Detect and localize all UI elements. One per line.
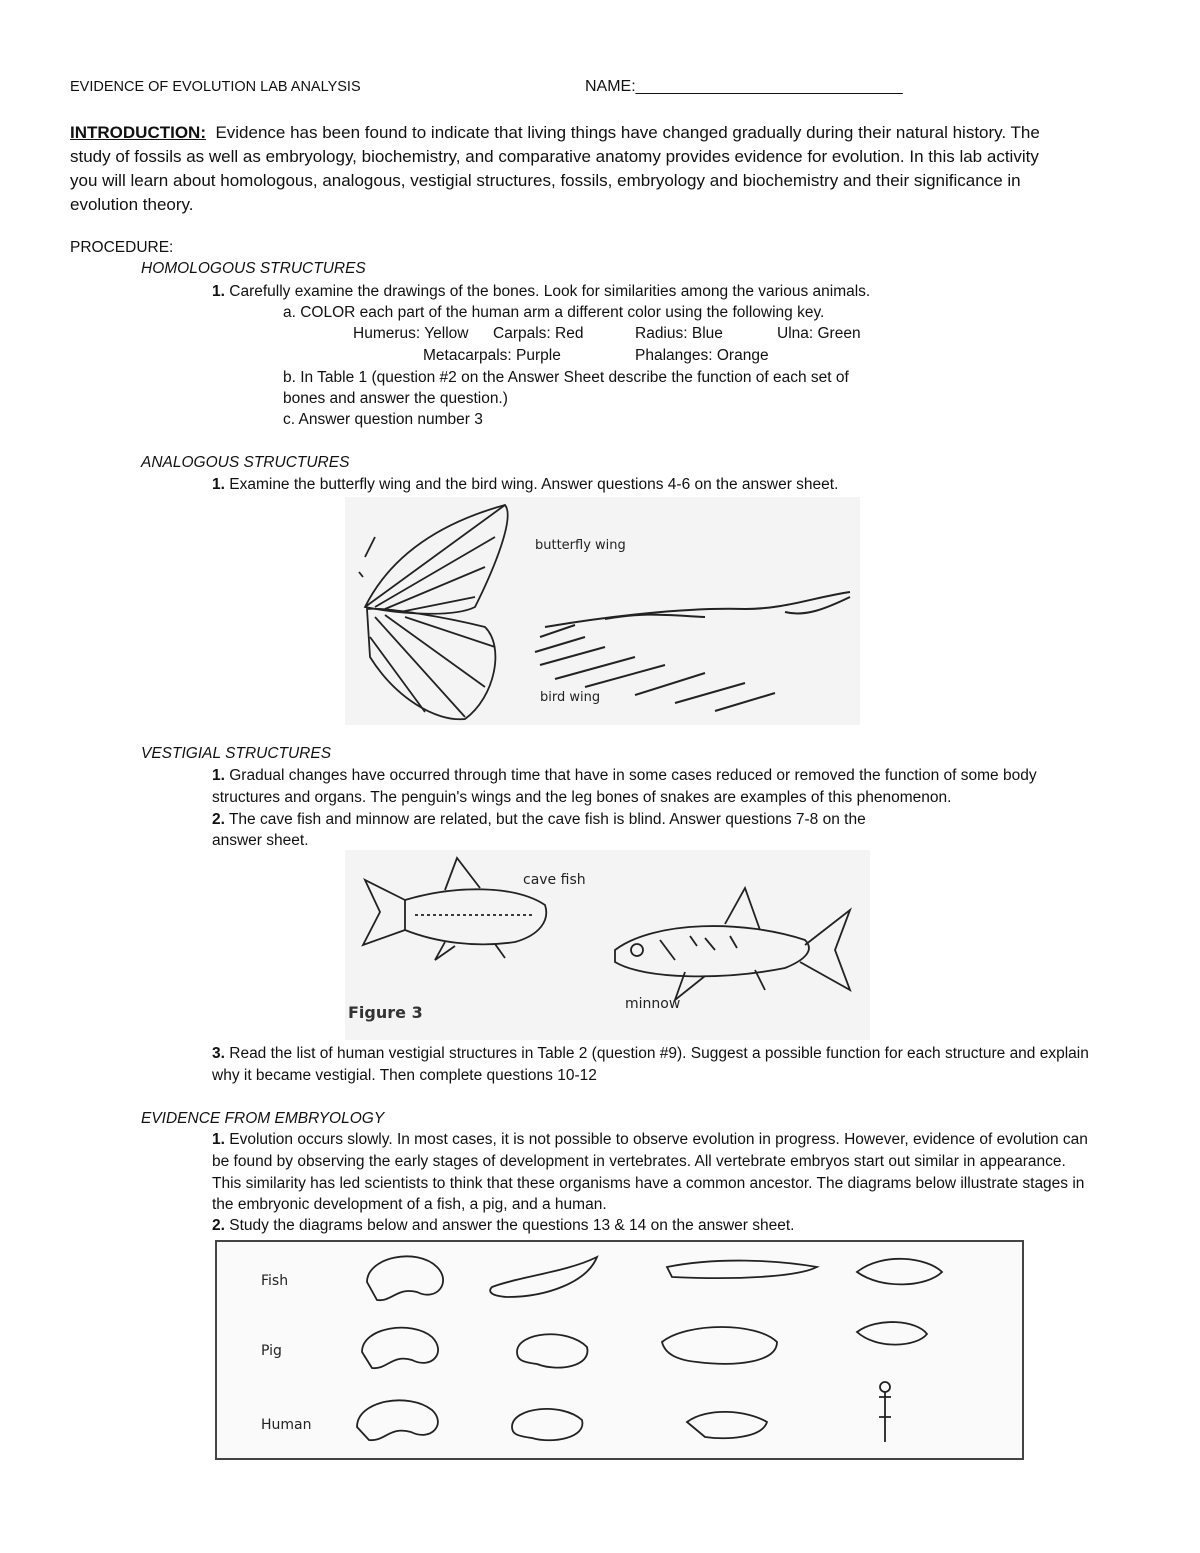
homologous-step-b-line-1: b. In Table 1 (question #2 on the Answer Sheet describe the function of each set of xyxy=(283,369,849,386)
minnow-drawing xyxy=(615,888,850,1000)
row-label-fish: Fish xyxy=(261,1273,289,1289)
fish-illustration xyxy=(345,850,870,1040)
intro-line-3: you will learn about homologous, analogous, vestigial structures, fossils, embryology and biochemistry and their significance in xyxy=(70,171,1021,190)
analogous-step-1: 1. Examine the butterfly wing and the bird wing. Answer questions 4-6 on the answer sheet. xyxy=(212,476,839,493)
intro-line-1: Evidence has been found to indicate that living things have changed gradually during their natural history. The xyxy=(215,123,1040,142)
cave-fish-minnow-figure xyxy=(345,850,870,1040)
introduction-paragraph xyxy=(70,121,1130,217)
color-key-humerus: Humerus: Yellow xyxy=(353,325,469,342)
embryology-heading: EVIDENCE FROM EMBRYOLOGY xyxy=(141,1110,385,1127)
name-field-label[interactable]: NAME:______________________________ xyxy=(585,78,903,95)
introduction-label: INTRODUCTION: xyxy=(70,123,206,142)
color-key-metacarpals: Metacarpals: Purple xyxy=(423,347,561,364)
embryo-stages-illustration xyxy=(217,1242,1022,1458)
butterfly-wing-drawing xyxy=(359,505,508,719)
homologous-step-1: 1. Carefully examine the drawings of the bones. Look for similarities among the various animals. xyxy=(212,283,871,300)
row-label-human: Human xyxy=(261,1417,312,1433)
row-label-pig: Pig xyxy=(261,1343,282,1359)
intro-line-2: study of fossils as well as embryology, biochemistry, and comparative anatomy provides evidence for evolution. In this lab activity xyxy=(70,147,1039,166)
embryology-step-1-line-4: the embryonic development of a fish, a pig, and a human. xyxy=(212,1196,607,1213)
homologous-step-a: a. COLOR each part of the human arm a different color using the following key. xyxy=(283,304,825,321)
vestigial-step-1-line-2: structures and organs. The penguin's wings and the leg bones of snakes are examples of this phenomenon. xyxy=(212,789,952,806)
vestigial-step-2-line-1: 2. The cave fish and minnow are related, but the cave fish is blind. Answer questions 7-8 on the xyxy=(212,811,866,828)
minnow-label: minnow xyxy=(625,996,681,1012)
butterfly-bird-wing-figure xyxy=(345,497,860,725)
procedure-label: PROCEDURE: xyxy=(70,239,174,256)
embryology-step-2: 2. Study the diagrams below and answer the questions 13 & 14 on the answer sheet. xyxy=(212,1217,795,1234)
butterfly-wing-label: butterfly wing xyxy=(535,538,626,553)
intro-line-4: evolution theory. xyxy=(70,195,194,214)
embryo-drawings xyxy=(357,1256,942,1442)
vestigial-step-1-line-1: 1. Gradual changes have occurred through time that have in some cases reduced or removed the function of some body xyxy=(212,767,1037,784)
embryology-diagram xyxy=(215,1240,1024,1460)
embryology-step-1-line-1: 1. Evolution occurs slowly. In most cases, it is not possible to observe evolution in progress. However, evidence of evolution can xyxy=(212,1131,1088,1148)
wing-illustration xyxy=(345,497,860,725)
homologous-step-b-line-2: bones and answer the question.) xyxy=(283,390,508,407)
vestigial-step-3-line-1: 3. Read the list of human vestigial structures in Table 2 (question #9). Suggest a possible function for each structure and explain xyxy=(212,1045,1089,1062)
figure-3-caption: Figure 3 xyxy=(348,1003,423,1022)
vestigial-step-2-line-2: answer sheet. xyxy=(212,832,309,849)
color-key-carpals: Carpals: Red xyxy=(493,325,584,342)
bird-wing-label: bird wing xyxy=(540,690,601,705)
document-title: EVIDENCE OF EVOLUTION LAB ANALYSIS xyxy=(70,79,361,95)
analogous-heading: ANALOGOUS STRUCTURES xyxy=(141,454,350,471)
color-key-phalanges: Phalanges: Orange xyxy=(635,347,769,364)
cave-fish-label: cave fish xyxy=(523,872,586,888)
embryology-step-1-line-3: This similarity has led scientists to think that these organisms have a common ancestor. The diagrams below illustrate stages in xyxy=(212,1175,1085,1192)
cave-fish-drawing xyxy=(363,858,546,960)
homologous-step-c: c. Answer question number 3 xyxy=(283,411,483,428)
vestigial-heading: VESTIGIAL STRUCTURES xyxy=(141,745,332,762)
homologous-heading: HOMOLOGOUS STRUCTURES xyxy=(141,260,366,277)
embryology-step-1-line-2: be found by observing the early stages of development in vertebrates. All vertebrate embryos start out similar in appearance. xyxy=(212,1153,1066,1170)
color-key-radius: Radius: Blue xyxy=(635,325,723,342)
vestigial-step-3-line-2: why it became vestigial. Then complete questions 10-12 xyxy=(212,1067,597,1084)
color-key-ulna: Ulna: Green xyxy=(777,325,861,342)
